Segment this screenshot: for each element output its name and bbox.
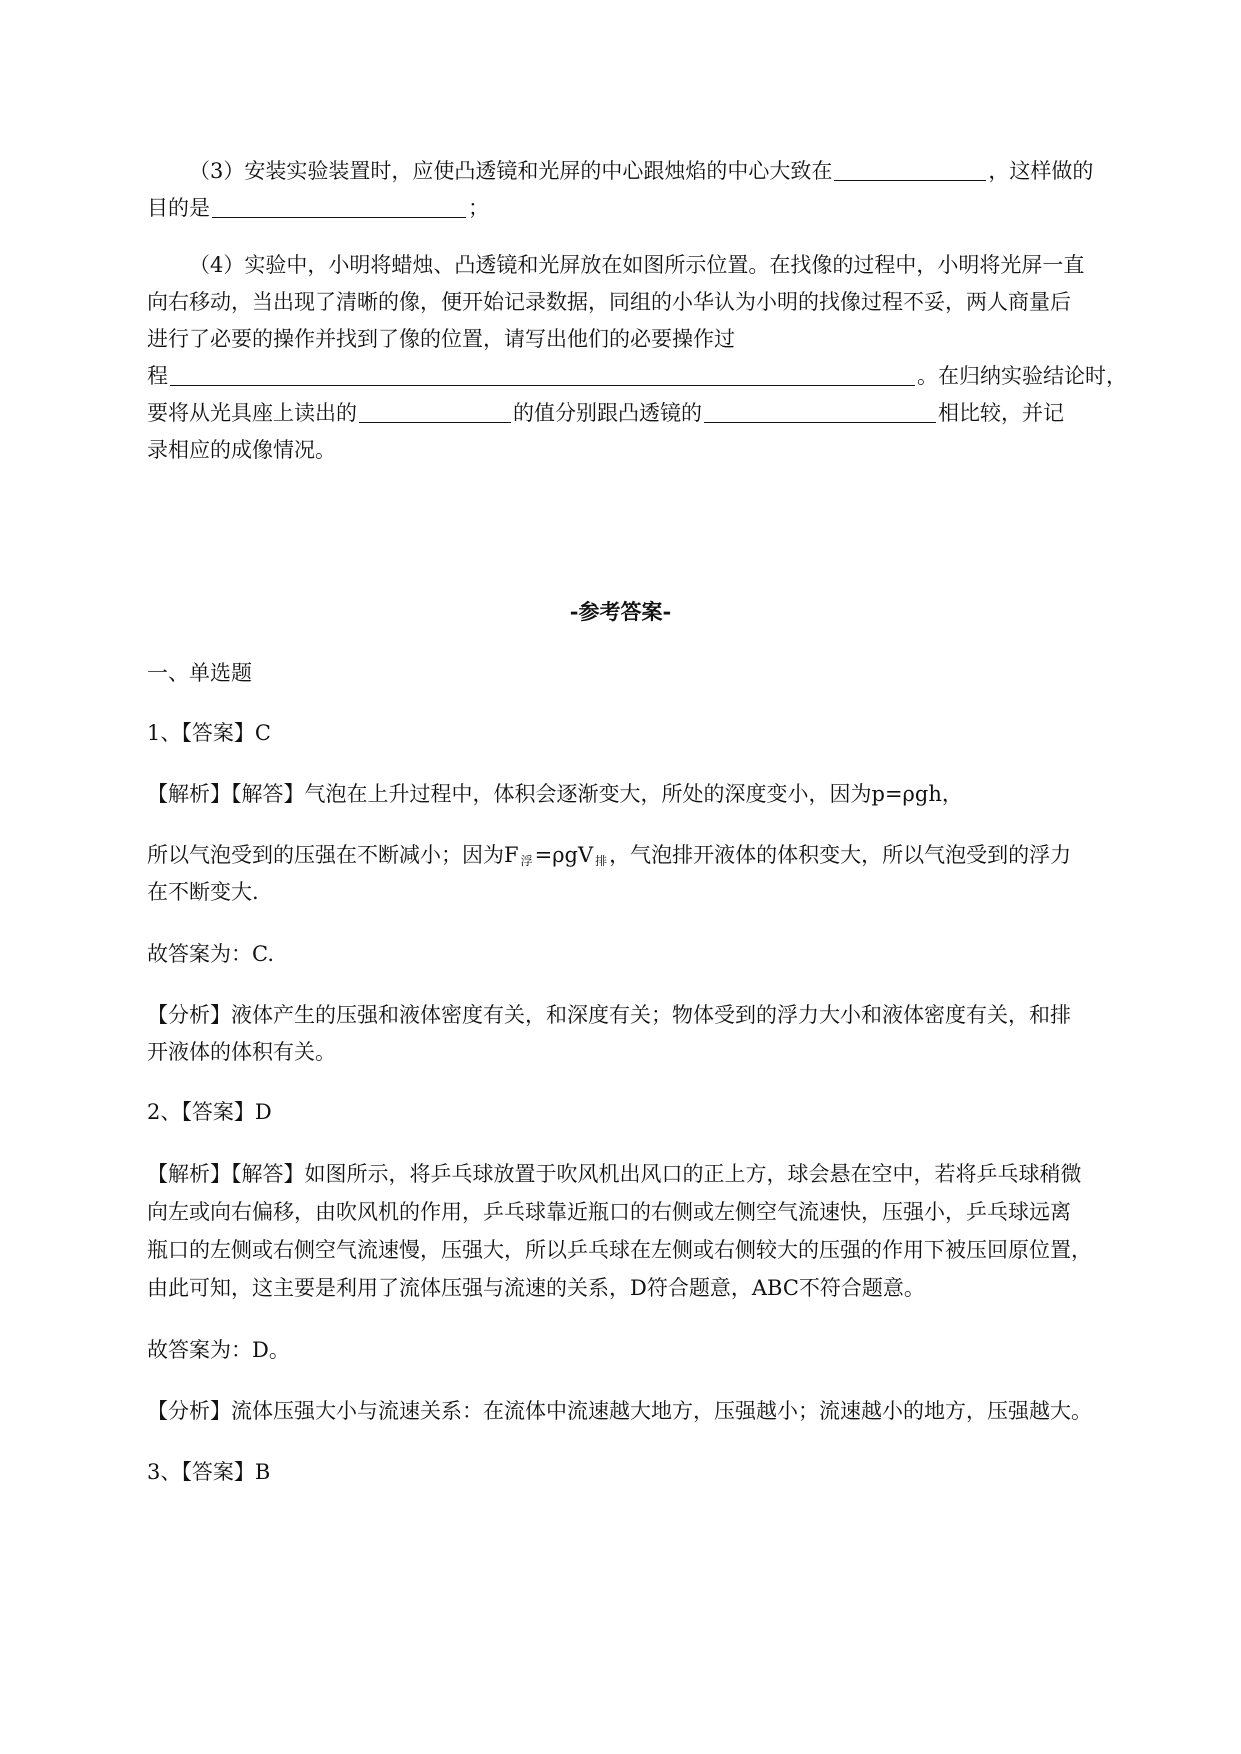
answer-2-explain-line-2: 向左或向右偏移，由吹风机的作用，乒乓球靠近瓶口的右侧或左侧空气流速快，压强小，乒乓球远离 xyxy=(147,1200,1071,1224)
q3-line-1 xyxy=(147,153,1147,190)
q4-text: 程 xyxy=(147,364,168,388)
answer-blank xyxy=(170,361,915,386)
answer-blank xyxy=(359,398,511,423)
answer-1-conclusion: 故答案为：C. xyxy=(147,942,274,966)
q3-text-a: （3）安装实验装置时，应使凸透镜和光屏的中心跟烛焰的中心大致在 xyxy=(189,159,833,183)
subscript: 浮 xyxy=(520,854,533,868)
q4-line-6: 录相应的成像情况。 xyxy=(147,438,336,462)
q4-text: 要将从光具座上读出的 xyxy=(147,401,357,425)
q4-line-4 xyxy=(147,358,1147,395)
answer-1-analysis-line-2: 开液体的体积有关。 xyxy=(147,1040,336,1064)
section-heading: 一、单选题 xyxy=(147,661,252,685)
answer-blank xyxy=(212,193,466,218)
answer-1-explain-line-1: 【解析】【解答】气泡在上升过程中，体积会逐渐变大，所处的深度变小，因为p=ρgh， xyxy=(147,782,963,806)
q3-text-c: 目的是 xyxy=(147,196,210,220)
q4-text: （4）实验中，小明将蜡烛、凸透镜和光屏放在如图所示位置。在找像的过程中，小明将光屏一直 xyxy=(189,253,1085,277)
answer-3-label: 3、【答案】B xyxy=(147,1460,271,1484)
answer-1-explain-line-2 xyxy=(147,840,1071,876)
subscript: 排 xyxy=(595,854,608,868)
q4-line-1 xyxy=(147,247,1147,284)
q4-text: 。在归纳实验结论时， xyxy=(917,364,1127,388)
answer-2-conclusion: 故答案为：D。 xyxy=(147,1338,290,1362)
answer-2-label: 2、【答案】D xyxy=(147,1100,272,1124)
answer-text: ，气泡排开液体的体积变大，所以气泡受到的浮力 xyxy=(609,843,1072,867)
answers-title: -参考答案- xyxy=(569,599,672,624)
answer-1-label: 1、【答案】C xyxy=(147,721,271,745)
q3-text-b: ，这样做的 xyxy=(988,159,1094,183)
q4-text: 相比较，并记 xyxy=(938,401,1064,425)
answer-2-explain-line-4: 由此可知，这主要是利用了流体压强与流速的关系，D符合题意，ABC不符合题意。 xyxy=(147,1276,925,1300)
answer-text: =ρgV xyxy=(534,843,594,867)
answer-2-analysis-line-1: 【分析】流体压强大小与流速关系：在流体中流速越大地方，压强越小；流速越小的地方，压强越大。 xyxy=(147,1399,1092,1423)
question-3 xyxy=(147,153,1147,227)
q4-text: 的值分别跟凸透镜的 xyxy=(513,401,702,425)
answer-1-explain-line-3: 在不断变大. xyxy=(147,880,259,904)
q4-line-3: 进行了必要的操作并找到了像的位置，请写出他们的必要操作过 xyxy=(147,327,735,351)
answer-2-explain-line-3: 瓶口的左侧或右侧空气流速慢，压强大，所以乒乓球在左侧或右侧较大的压强的作用下被压回原位置， xyxy=(147,1238,1092,1262)
question-4 xyxy=(147,247,1147,469)
answer-blank xyxy=(704,398,936,423)
q3-line-2 xyxy=(147,190,1147,227)
q3-text-d: ； xyxy=(468,196,489,220)
answer-blank xyxy=(834,156,986,181)
answer-text: 所以气泡受到的压强在不断减小；因为F xyxy=(147,843,519,867)
answer-1-analysis-line-1: 【分析】液体产生的压强和液体密度有关，和深度有关；物体受到的浮力大小和液体密度有关，和排 xyxy=(147,1003,1071,1027)
q4-line-2: 向右移动，当出现了清晰的像，便开始记录数据，同组的小华认为小明的找像过程不妥，两人商量后 xyxy=(147,290,1071,314)
q4-line-5 xyxy=(147,395,1147,432)
answer-2-explain-line-1: 【解析】【解答】如图所示，将乒乓球放置于吹风机出风口的正上方，球会悬在空中，若将乒乓球稍微 xyxy=(147,1162,1082,1186)
